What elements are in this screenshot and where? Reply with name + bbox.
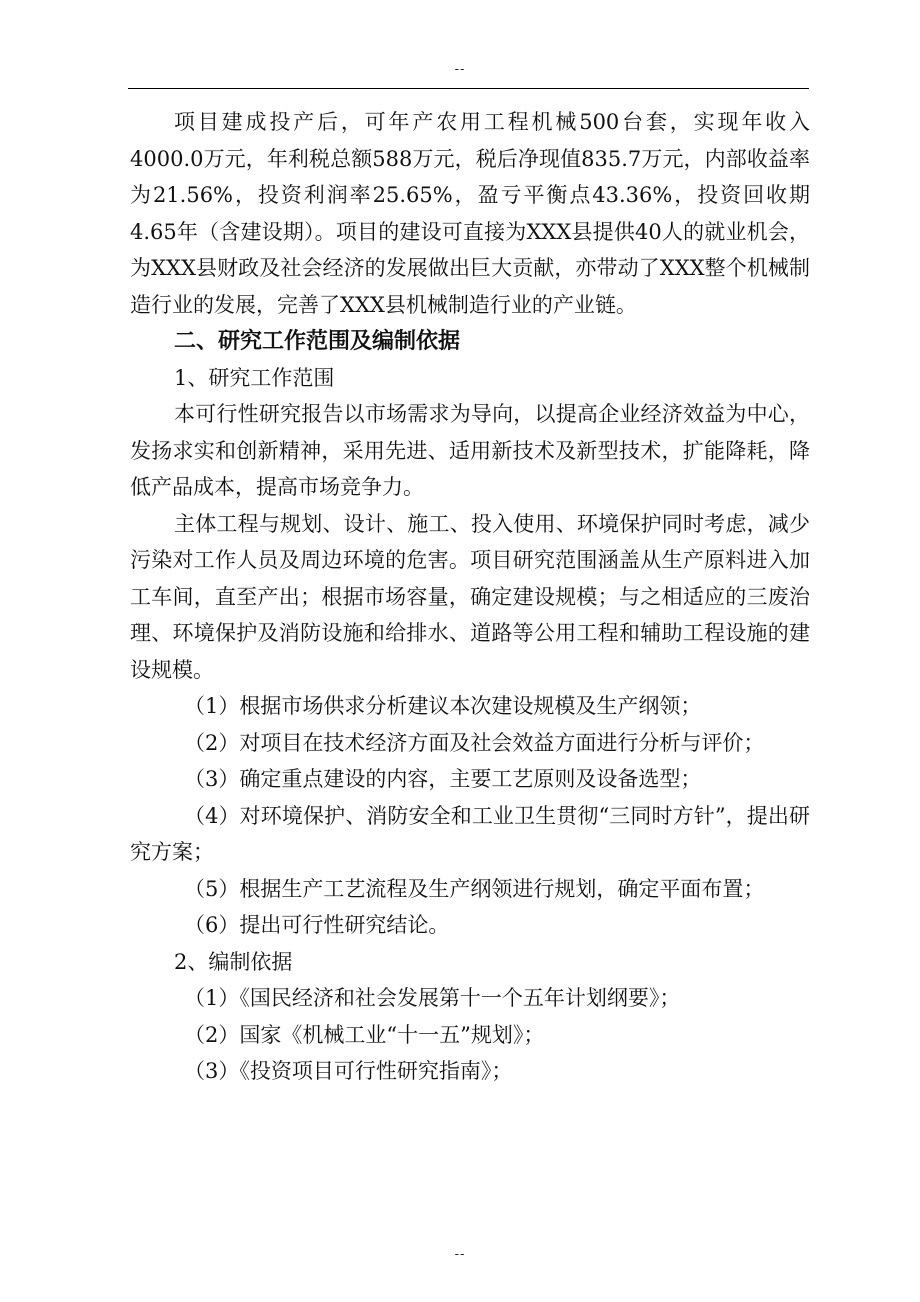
section-heading-scope-and-basis: 二、研究工作范围及编制依据: [174, 328, 461, 354]
basis-item: （1）《国民经济和社会发展第十一个五年计划纲要》；: [184, 986, 681, 1010]
basis-item: （3）《投资项目可行性研究指南》；: [184, 1059, 513, 1083]
scope-item: （6）提出可行性研究结论。: [184, 913, 450, 937]
scope-item: （3）确定重点建设的内容，主要工艺原则及设备选型；: [184, 767, 702, 791]
page-header-mark: --: [454, 62, 466, 77]
subheading-research-scope: 1、研究工作范围: [174, 365, 335, 390]
scope-item: （1）根据市场供求分析建议本次建设规模及生产纲领；: [184, 694, 702, 718]
scope-item: （4）对环境保护、消防安全和工业卫生贯彻“三同时方针”，提出研究方案；: [130, 803, 810, 864]
page-footer-mark: --: [454, 1247, 466, 1262]
scope-item: （5）根据生产工艺流程及生产纲领进行规划，确定平面布置；: [184, 876, 765, 901]
subheading-compilation-basis: 2、编制依据: [174, 949, 293, 974]
scope-item: （2）对项目在技术经济方面及社会效益方面进行分析与评价；: [184, 730, 765, 755]
paragraph-report-orientation: 本可行性研究报告以市场需求为导向，以提高企业经济效益为中心，发扬求实和创新精神，采用先进、适用新技术及新型技术，扩能降耗，降低产品成本，提高市场竞争力。: [130, 402, 810, 499]
paragraph-research-coverage: 主体工程与规划、设计、施工、投入使用、环境保护同时考虑，减少污染对工作人员及周边环境的危害。项目研究范围涵盖从生产原料进入加工车间，直至产出；根据市场容量，确定建设规模；与之相适应的三废治理、环境保护及消防设施和给排水、道路等公用工程和辅助工程设施的建设规模。: [130, 511, 810, 682]
basis-item: （2）国家《机械工业“十一五”规划》；: [184, 1022, 545, 1047]
header-rule: [128, 88, 809, 89]
document-body: [130, 104, 810, 1090]
paragraph-project-results: 项目建成投产后，可年产农用工程机械500台套，实现年收入4000.0万元，年利税总额588万元，税后净现值835.7万元，内部收益率为21.56%，投资利润率25.65%，盈亏平衡点43.36%，投资回收期4.65年（含建设期）。项目的建设可直接为XXX县提供40人的就业机会，为XXX县财政及社会经济的发展做出巨大贡献，亦带动了XXX整个机械制造行业的发展，完善了XXX县机械制造行业的产业链。: [130, 110, 810, 317]
